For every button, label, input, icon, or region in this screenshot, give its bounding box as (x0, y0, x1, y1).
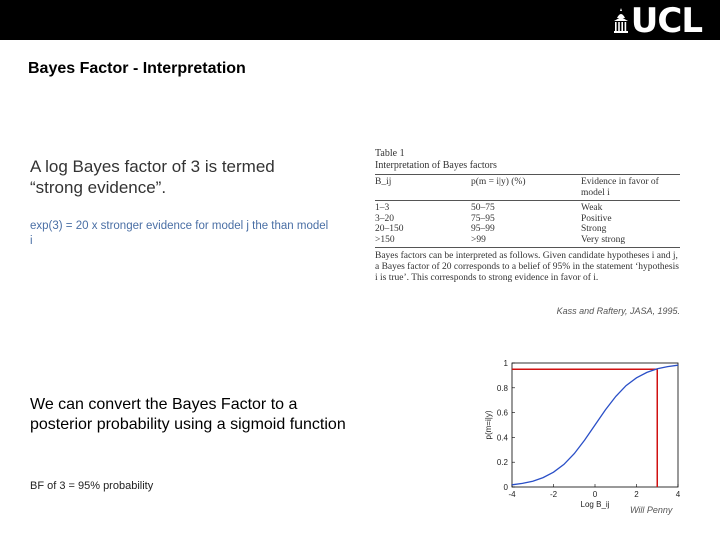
y-tick-label: 0.4 (496, 433, 508, 443)
table-row (375, 214, 680, 225)
table-header-row (375, 177, 680, 198)
table-cell: 1–3 (375, 203, 390, 213)
table-cell: 95–99 (471, 224, 495, 234)
x-tick-label: -4 (508, 490, 516, 499)
table-cell: Weak (581, 203, 603, 213)
exp-evidence-text: exp(3) = 20 x stronger evidence for model j the than model i (30, 220, 329, 247)
bayes-factor-table (375, 148, 680, 304)
portico-icon (613, 8, 629, 34)
table-cell: >150 (375, 234, 395, 245)
x-tick-label: 0 (592, 490, 598, 499)
y-tick-label: 1 (503, 359, 508, 368)
table-header-cell: p(m = i|y) (%) (471, 177, 526, 187)
strong-evidence-text: A log Bayes factor of 3 is termed “strong evidence”. (30, 157, 275, 197)
x-tick-label: -2 (549, 490, 558, 499)
y-tick-label: 0.8 (496, 383, 508, 393)
table-cell: 75–95 (471, 213, 495, 224)
header-bar (0, 0, 720, 40)
table-row (375, 235, 680, 246)
sigmoid-conversion-text: We can convert the Bayes Factor to a posterior probability using a sigmoid function (30, 396, 346, 433)
table-cell: Strong (581, 224, 607, 234)
table-cell: >99 (471, 234, 486, 245)
table-caption-title: Interpretation of Bayes factors (375, 160, 497, 171)
table-note: Bayes factors can be interpreted as follows. Given candidate hypotheses i and j, a Bayes factor of 20 corresponds to a belief of 95% in the statement ‘hypothesis i is true’. This corresponds to strong evidence in favor of i. (375, 251, 679, 283)
table-cell: 20–150 (375, 224, 404, 234)
sigmoid-chart (478, 355, 688, 515)
table-caption-number: Table 1 (375, 148, 405, 159)
bf-probability-text: BF of 3 = 95% probability (30, 480, 154, 492)
table-cell: Positive (581, 213, 612, 224)
table-header-cell: Evidence in favor of model i (581, 177, 659, 198)
table-cell: 50–75 (471, 203, 495, 213)
y-tick-label: 0.2 (496, 458, 508, 468)
x-axis-label: Log B_ij (580, 500, 610, 509)
y-axis-label: p(m=i|y) (484, 410, 493, 440)
table-cell: Very strong (581, 234, 626, 245)
y-tick-label: 0.6 (496, 408, 508, 418)
logo-text: UCL (630, 1, 702, 41)
slide-title: Bayes Factor - Interpretation (28, 60, 246, 77)
author-credit: Will Penny (630, 505, 673, 515)
table-row (375, 203, 680, 214)
table-row (375, 224, 680, 235)
x-tick-label: 4 (675, 490, 681, 499)
table-header-cell: B_ij (375, 177, 392, 187)
table-cell: 3–20 (375, 213, 394, 224)
ucl-logo (613, 1, 702, 41)
citation: Kass and Raftery, JASA, 1995. (556, 306, 680, 316)
y-tick-label: 0 (503, 483, 508, 492)
x-tick-label: 2 (634, 490, 639, 499)
